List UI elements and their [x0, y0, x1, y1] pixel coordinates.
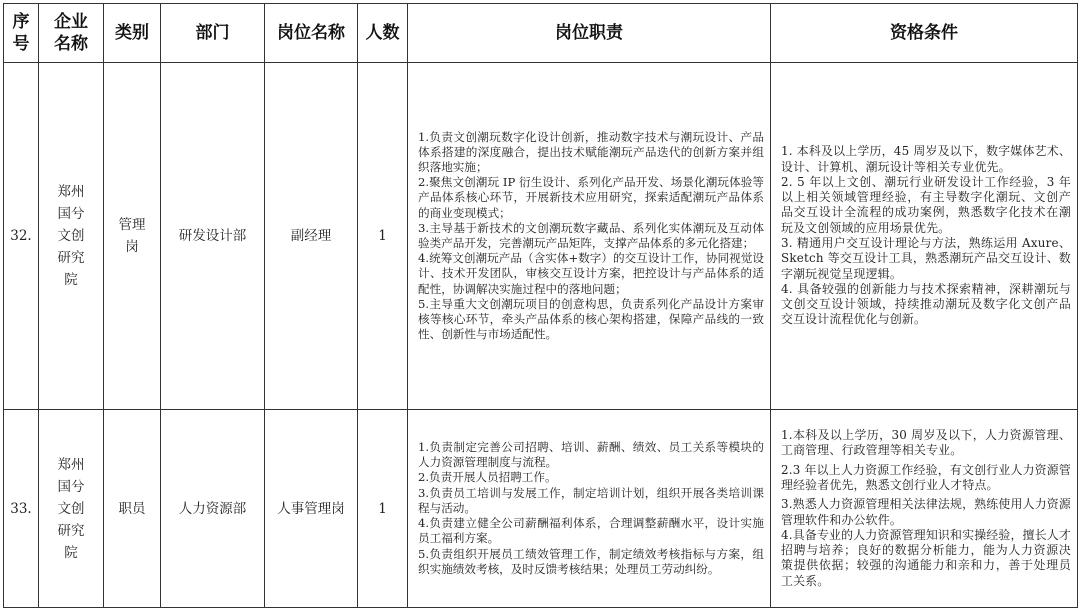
qualification-item: 3. 精通用户交互设计理论与方法，熟练运用 Axure、Sketch 等交互设计工具，熟悉潮玩产品交互设计、数字潮玩视觉呈现逻辑。	[781, 236, 1071, 281]
cell-count: 1	[358, 63, 408, 410]
qualification-item: 1. 本科及以上学历，45 周岁及以下，数字媒体艺术、设计、计算机、潮玩设计等相关专业优先。	[781, 144, 1071, 174]
job-table	[3, 3, 1078, 608]
qualification-item: 3.熟悉人力资源管理相关法律法规，熟练使用人力资源管理软件和办公软件。	[781, 497, 1071, 527]
header-row	[4, 4, 1078, 63]
cell-qualifications	[771, 63, 1078, 410]
header-duties: 岗位职责	[408, 4, 771, 63]
duty-item: 4.负责建立健全公司薪酬福利体系，合理调整薪酬水平，设计实施员工福利方案。	[418, 516, 764, 546]
header-seq: 序号	[4, 4, 39, 63]
header-department: 部门	[161, 4, 265, 63]
cell-department: 人力资源部	[161, 410, 265, 608]
table-row	[4, 63, 1078, 410]
cell-seq: 33.	[4, 410, 39, 608]
table-row	[4, 410, 1078, 608]
header-qualifications: 资格条件	[771, 4, 1078, 63]
header-category: 类别	[104, 4, 161, 63]
cell-company: 郑州国兮文创研究院	[39, 63, 104, 410]
duty-item: 3.主导基于新技术的文创潮玩数字藏品、系列化实体潮玩及互动体验类产品开发，完善潮玩产品矩阵，支撑产品体系的多元化搭建；	[418, 220, 764, 250]
cell-category: 职员	[104, 410, 161, 608]
cell-company: 郑州国兮文创研究院	[39, 410, 104, 608]
duty-item: 5.主导重大文创潮玩项目的创意构思，负责系列化产品设计方案审核等核心环节，牵头产品体系的核心架构搭建，保障产品线的一致性、创新性与市场适配性。	[418, 296, 764, 342]
qualification-item: 4.具备专业的人力资源管理知识和实操经验，擅长人才招聘与培养；良好的数据分析能力，能为人力资源决策提供依据；较强的沟通能力和亲和力，善于处理员工关系。	[781, 527, 1071, 588]
cell-position: 副经理	[265, 63, 358, 410]
header-position: 岗位名称	[265, 4, 358, 63]
duty-item: 1.负责文创潮玩数字化设计创新，推动数字技术与潮玩设计、产品体系搭建的深度融合，提出技术赋能潮玩产品迭代的创新方案并组织落地实施；	[418, 129, 764, 174]
cell-seq: 32.	[4, 63, 39, 410]
cell-position: 人事管理岗	[265, 410, 358, 608]
cell-category: 管理岗	[104, 63, 161, 410]
cell-qualifications	[771, 410, 1078, 608]
qualification-item: 2. 5 年以上文创、潮玩行业研发设计工作经验，3 年以上相关领域管理经验，有主导数字化潮玩、文创产品交互设计全流程的成功案例，熟悉数字化技术在潮玩及文创领域的应用场景优先。	[781, 174, 1071, 235]
cell-duties	[408, 410, 771, 608]
cell-department: 研发设计部	[161, 63, 265, 410]
header-company: 企业名称	[39, 4, 104, 63]
duty-item: 2.聚焦文创潮玩 IP 衍生设计、系列化产品开发、场景化潮玩体验等产品体系核心环节，开展新技术应用研究，探索适配潮玩产品体系的商业变现模式；	[418, 175, 764, 220]
qualification-item: 4. 具备较强的创新能力与技术探索精神，深耕潮玩与文创交互设计领域，持续推动潮玩及数字化文创产品交互设计流程优化与创新。	[781, 281, 1071, 327]
qualification-item: 1.本科及以上学历，30 周岁及以下，人力资源管理、工商管理、行政管理等相关专业。	[781, 428, 1071, 458]
cell-count: 1	[358, 410, 408, 608]
cell-duties	[408, 63, 771, 410]
duty-item: 3.负责员工培训与发展工作，制定培训计划，组织开展各类培训课程与活动。	[418, 485, 764, 515]
duty-item: 5.负责组织开展员工绩效管理工作，制定绩效考核指标与方案，组织实施绩效考核，及时反馈考核结果；处理员工劳动纠纷。	[418, 546, 764, 576]
qualification-item: 2.3 年以上人力资源工作经验，有文创行业人力资源管理经验者优先，熟悉文创行业人才特点。	[781, 462, 1071, 492]
duty-item: 2.负责开展人员招聘工作。	[418, 470, 557, 485]
duty-item: 1.负责制定完善公司招聘、培训、薪酬、绩效、员工关系等模块的人力资源管理制度与流程。	[418, 440, 764, 470]
duty-item: 4.统筹文创潮玩产品（含实体+数字）的交互设计工作，协同视觉设计、技术开发团队，审核交互设计方案，把控设计与产品体系的适配性，协调解决实施过程中的落地问题；	[418, 251, 764, 296]
header-count: 人数	[358, 4, 408, 63]
